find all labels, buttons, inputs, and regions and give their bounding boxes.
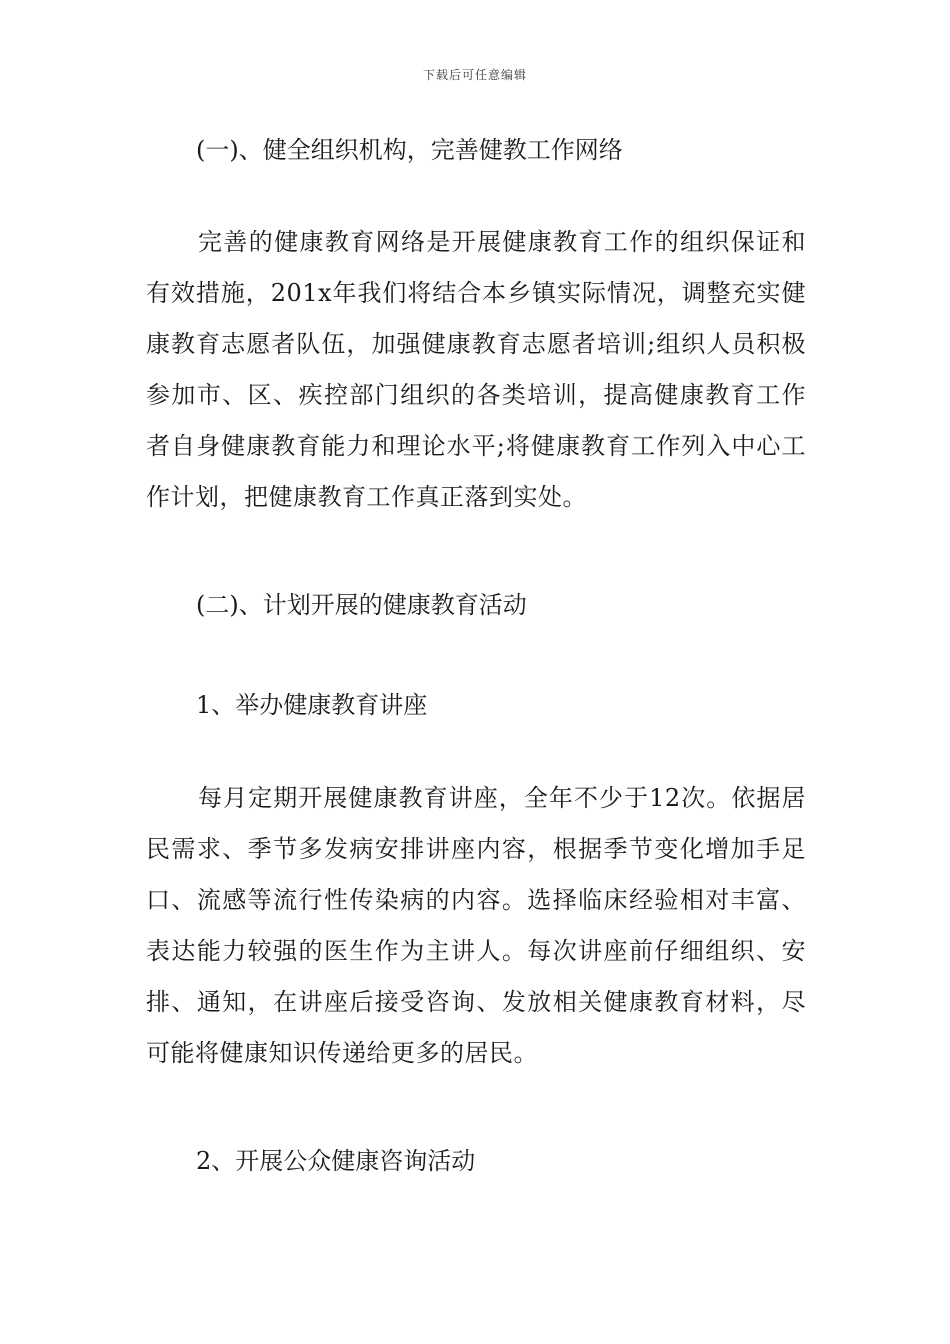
item-paragraph-1: 每月定期开展健康教育讲座，全年不少于12次。依据居民需求、季节多发病安排讲座内容，根据季节变化增加手足口、流感等流行性传染病的内容。选择临床经验相对丰富、表达能力较强的医生作为主讲人。每次讲座前仔细组织、安排、通知，在讲座后接受咨询、发放相关健康教育材料，尽可能将健康知识传递给更多的居民。 (146, 784, 806, 1067)
document-body (146, 130, 806, 1181)
section-paragraph-1: 完善的健康教育网络是开展健康教育工作的组织保证和有效措施，201x年我们将结合本乡镇实际情况，调整充实健康教育志愿者队伍，加强健康教育志愿者培训;组织人员积极参加市、区、疾控部门组织的各类培训，提高健康教育工作者自身健康教育能力和理论水平;将健康教育工作列入中心工作计划，把健康教育工作真正落到实处。 (146, 228, 806, 511)
section-heading-2: (二)、计划开展的健康教育活动 (196, 591, 527, 619)
header-note: 下载后可任意编辑 (422, 68, 527, 82)
item-heading-2: 2、开展公众健康咨询活动 (196, 1147, 476, 1175)
item-heading-1: 1、举办健康教育讲座 (196, 691, 428, 719)
section-heading-1: (一)、健全组织机构，完善健教工作网络 (196, 136, 623, 164)
